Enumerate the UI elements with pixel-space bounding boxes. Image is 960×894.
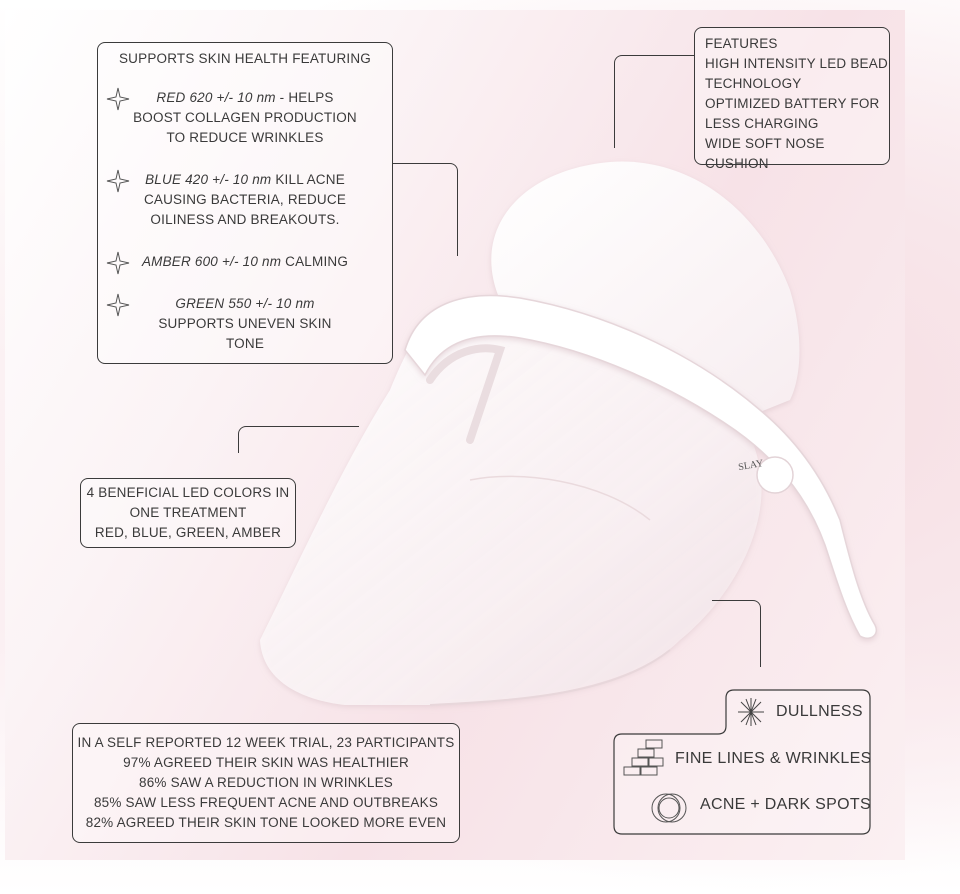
trial-stat-1: 97% AGREED THEIR SKIN WAS HEALTHIER [123, 755, 409, 770]
features-line-5: WIDE SOFT NOSE CUSHION [705, 136, 825, 171]
green-light-lead: GREEN 550 +/- 10 nm [175, 296, 315, 311]
blue-light-line-3: OILINESS AND BREAKOUTS. [150, 212, 340, 227]
blue-light-lead: BLUE 420 +/- 10 nm [145, 172, 272, 187]
led-colors-line-2: ONE TREATMENT [129, 505, 247, 520]
trial-stat-3: 85% SAW LESS FREQUENT ACNE AND OUTBREAKS [93, 795, 439, 810]
skin-health-title: SUPPORTS SKIN HEALTH FEATURING [118, 51, 372, 66]
features-line-2: TECHNOLOGY [705, 76, 802, 91]
green-light-line-2: SUPPORTS UNEVEN SKIN [158, 316, 332, 331]
red-light-rest: - HELPS [275, 90, 334, 105]
blue-light-line-2: CAUSING BACTERIA, REDUCE [143, 192, 347, 207]
concern-fine-lines-label: FINE LINES & WRINKLES [675, 750, 872, 767]
circles-icon [650, 790, 692, 826]
green-light-line-3: TONE [225, 336, 265, 351]
trial-stat-2: 86% SAW A REDUCTION IN WRINKLES [139, 775, 393, 790]
amber-light-rest: CALMING [281, 254, 349, 269]
features-line-4: LESS CHARGING [705, 116, 819, 131]
led-colors-line-3: RED, BLUE, GREEN, AMBER [94, 525, 282, 540]
amber-light-lead: AMBER 600 +/- 10 nm [141, 254, 282, 269]
brand-logo: SLAY [737, 458, 765, 474]
concern-dullness-label: DULLNESS [776, 703, 863, 720]
starburst-icon [737, 697, 765, 727]
blue-light-rest: KILL ACNE [271, 172, 345, 187]
features-title: FEATURES [705, 36, 778, 51]
red-light-line-3: TO REDUCE WRINKLES [166, 130, 324, 145]
trial-stat-4: 82% AGREED THEIR SKIN TONE LOOKED MORE EVEN [85, 815, 447, 830]
features-line-1: HIGH INTENSITY LED BEAD [705, 56, 888, 71]
trial-heading: IN A SELF REPORTED 12 WEEK TRIAL, 23 PARTICIPANTS [77, 735, 455, 750]
bricks-icon [622, 738, 666, 778]
red-light-line-2: BOOST COLLAGEN PRODUCTION [133, 110, 357, 125]
features-line-3: OPTIMIZED BATTERY FOR [705, 96, 880, 111]
led-colors-line-1: 4 BENEFICIAL LED COLORS IN [86, 485, 290, 500]
concern-acne-label: ACNE + DARK SPOTS [700, 796, 871, 813]
red-light-lead: RED 620 +/- 10 nm [156, 90, 276, 105]
